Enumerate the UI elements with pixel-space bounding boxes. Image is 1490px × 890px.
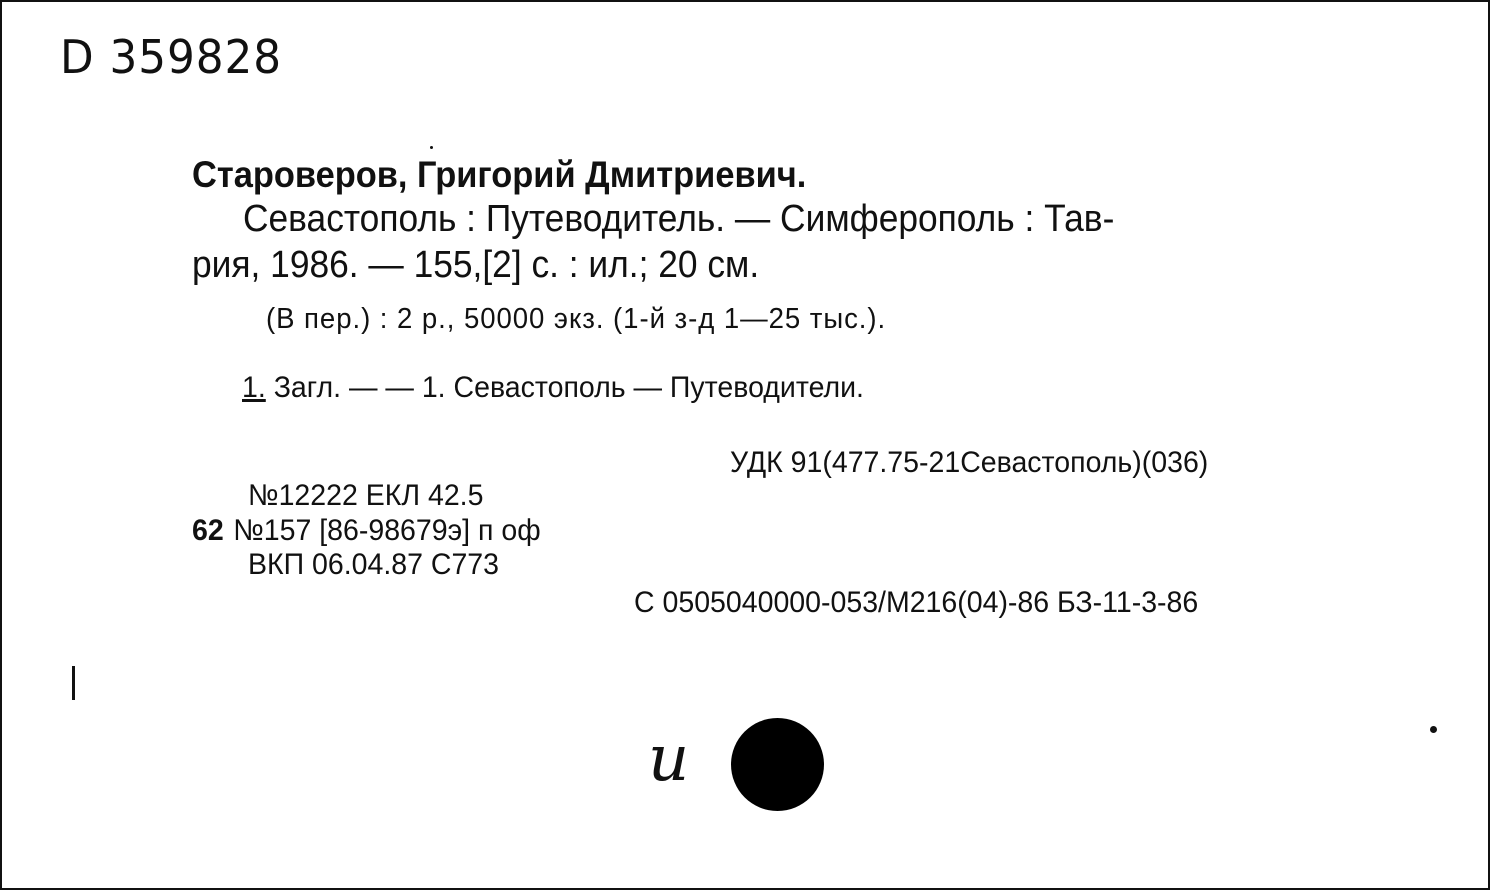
record-line-2-number: 62 bbox=[192, 514, 224, 547]
card-number: D 359828 bbox=[60, 30, 282, 84]
record-line-2 bbox=[192, 514, 541, 548]
udc-classification: УДК 91(477.75-21Севастополь)(036) bbox=[730, 446, 1209, 479]
speck-mark bbox=[430, 146, 433, 149]
record-line-3: ВКП 06.04.87 С773 bbox=[248, 548, 500, 581]
record-line-1: №12222 ЕКЛ 42.5 bbox=[248, 479, 484, 512]
tracing-number: 1. bbox=[242, 371, 266, 404]
description-line-2: рия, 1986. — 155,[2] с. : ил.; 20 см. bbox=[192, 244, 760, 286]
description-line-1: Севастополь : Путеводитель. — Симферополь : Тав- bbox=[243, 198, 1115, 240]
punch-hole bbox=[731, 718, 824, 811]
record-line-2-text: №157 [86-98679э] п оф bbox=[233, 514, 541, 547]
handwritten-mark: и bbox=[648, 722, 690, 796]
price-code: С 0505040000-053/М216(04)-86 БЗ-11-3-86 bbox=[634, 586, 1199, 619]
author-heading: Староверов, Григорий Дмитриевич. bbox=[192, 154, 807, 195]
margin-mark-right bbox=[1430, 726, 1437, 733]
tracing-text: Загл. — — 1. Севастополь — Путеводители. bbox=[265, 371, 864, 404]
binding-price-line: (В пер.) : 2 р., 50000 экз. (1-й з-д 1—25 тыс.). bbox=[266, 303, 887, 335]
margin-mark-left bbox=[72, 666, 75, 700]
tracings-line bbox=[242, 371, 864, 405]
